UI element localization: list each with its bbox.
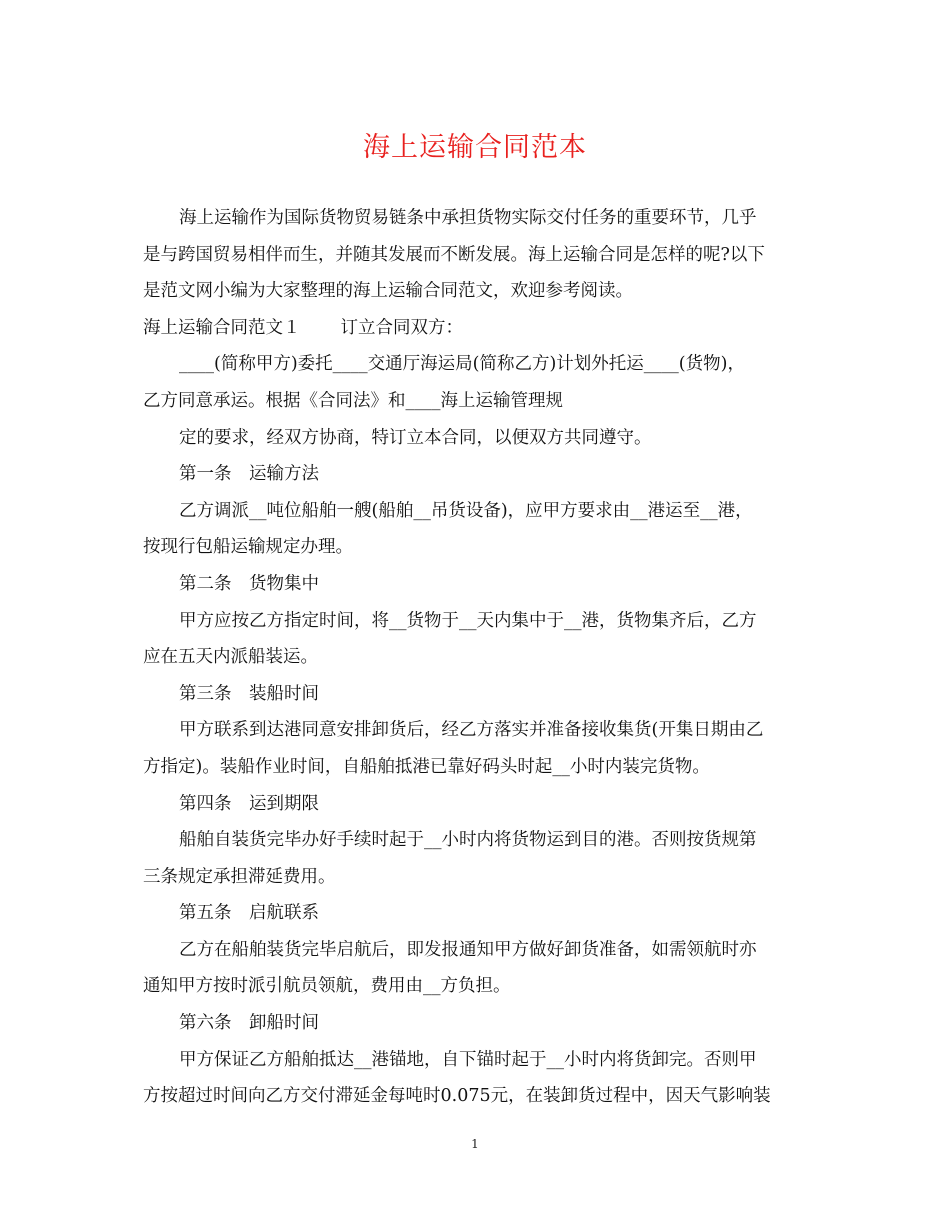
- paragraph-line: 方按超过时间向乙方交付滞延金每吨时0.075元，在装卸货过程中，因天气影响装: [143, 1086, 771, 1107]
- paragraph-line: 乙方在船舶装货完毕启航后，即发报通知甲方做好卸货准备，如需领航时亦: [179, 939, 757, 960]
- paragraph-line: 是与跨国贸易相伴而生，并随其发展而不断发展。海上运输合同是怎样的呢?以下: [143, 244, 765, 265]
- paragraph-line: 定的要求，经双方协商，特订立本合同，以便双方共同遵守。: [179, 427, 652, 448]
- paragraph-line: 方指定)。装船作业时间，自船舶抵港已靠好码头时起__小时内装完货物。: [143, 756, 710, 777]
- article-heading: 第二条 货物集中: [179, 573, 319, 594]
- paragraph-line: 船舶自装货完毕办好手续时起于__小时内将货物运到目的港。否则按货规第: [179, 830, 757, 851]
- paragraph-line: 甲方保证乙方船舶抵达__港锚地，自下锚时起于__小时内将货卸完。否则甲: [179, 1049, 757, 1070]
- sample-heading-line: [143, 310, 813, 347]
- paragraph-line: 乙方同意承运。根据《合同法》和____海上运输管理规: [143, 390, 563, 411]
- article-heading: 第五条 启航联系: [179, 903, 319, 924]
- paragraph-line: 甲方应按乙方指定时间，将__货物于__天内集中于__港，货物集齐后，乙方: [179, 610, 757, 631]
- paragraph-line: 是范文网小编为大家整理的海上运输合同范文，欢迎参考阅读。: [143, 281, 633, 302]
- document-body: [143, 200, 813, 1115]
- paragraph-line: 甲方联系到达港同意安排卸货后，经乙方落实并准备接收集货(开集日期由乙: [179, 720, 764, 741]
- article-heading: 第一条 运输方法: [179, 464, 319, 485]
- paragraph-line: 乙方调派__吨位船舶一艘(船舶__吊货设备)，应甲方要求由__港运至__港，: [179, 500, 753, 521]
- document-title: 海上运输合同范本: [363, 132, 587, 163]
- article-heading: 第三条 装船时间: [179, 683, 319, 704]
- paragraph-line: 通知甲方按时派引航员领航，费用由__方负担。: [143, 976, 511, 997]
- article-heading: 第六条 卸船时间: [179, 1013, 319, 1034]
- article-heading: 第四条 运到期限: [179, 793, 319, 814]
- sample-heading: 海上运输合同范文１: [143, 317, 301, 338]
- parties-label: 订立合同双方：: [340, 317, 463, 338]
- paragraph-line: 三条规定承担滞延费用。: [143, 866, 336, 887]
- paragraph-line: ____(简称甲方)委托____交通厅海运局(简称乙方)计划外托运____(货物)，: [179, 354, 745, 375]
- page-number: 1: [471, 1137, 479, 1151]
- paragraph-line: 海上运输作为国际货物贸易链条中承担货物实际交付任务的重要环节，几乎: [179, 208, 757, 228]
- paragraph-line: 按现行包船运输规定办理。: [143, 537, 353, 558]
- paragraph-line: 应在五天内派船装运。: [143, 647, 318, 668]
